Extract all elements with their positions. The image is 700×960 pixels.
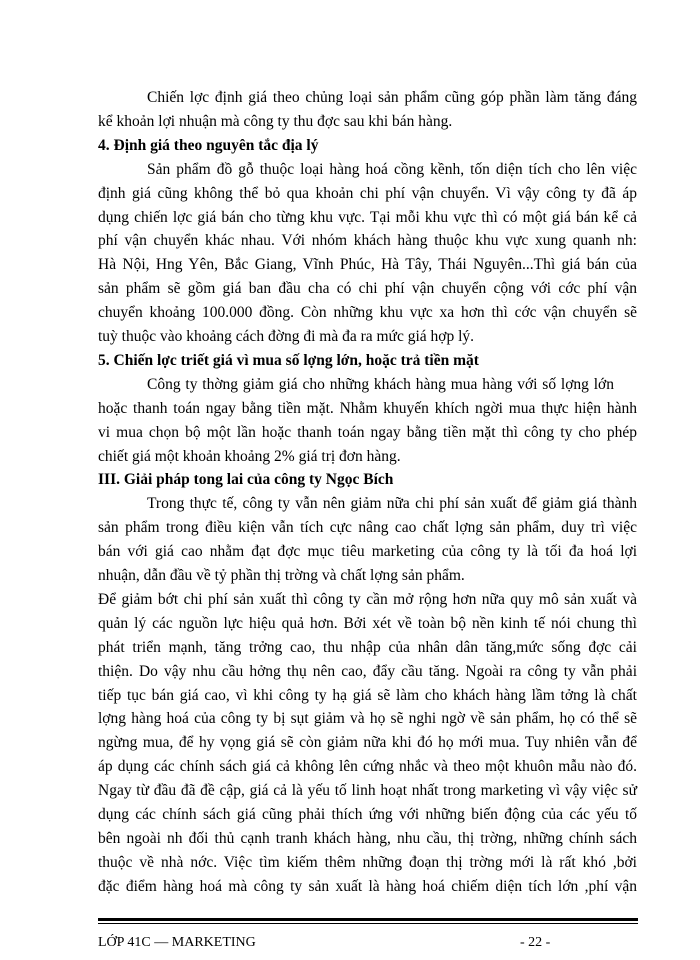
text-line: Hà Nội, Hng Yên, Bắc Giang, Vĩnh Phúc, Hà Tây, Thái Nguyên...Thì giá bán của [98,256,637,273]
text-line: chuyển khoảng 100.000 đồng. Còn những khu vực xa hơn thì cớc vận chuyển sẽ [98,304,637,321]
text-line: áp dụng các chính sách giá cả không lên cứng nhắc và theo một khuôn mẫu nào đó. [98,758,637,775]
text-line: dụng chiến lợc giá bán cho từng khu vực. Tại mỗi khu vực thì có một giá bán kể cả [98,209,637,226]
text-line: nhuận, dẫn đầu về tỷ phần thị trờng và chất lợng sản phẩm. [98,567,465,584]
text-line: chiết giá một khoản khoảng 2% giá trị đơn hàng. [98,448,401,465]
section-heading: 4. Định giá theo nguyên tắc địa lý [98,137,319,154]
text-line: sản phẩm sẽ gồm giá ban đầu cha có chi phí vận chuyển cộng với cớc phí vận [98,280,637,297]
text-line: định giá cũng không thể bỏ qua khoản chi phí vận chuyển. Vì vậy công ty đã áp [98,185,637,202]
section-heading: III. Giải pháp tong lai của công ty Ngọc Bích [98,471,394,488]
text-line: ngừng mua, để hy vọng giá sẽ còn giảm nữa khi đó họ mới mua. Tuy nhiên vẫn để [98,734,637,751]
text-line: Công ty thờng giảm giá cho những khách hàng mua hàng với số lợng lớn [147,376,614,393]
text-line: dụng các chính sách giá cũng phải thích ứng với những biến động của các yếu tố [98,806,637,823]
section-heading: 5. Chiến lợc triết giá vì mua số lợng lớn, hoặc trả tiền mặt [98,352,479,369]
text-line: tuỳ thuộc vào khoảng cách đờng đi mà đa ra mức giá hợp lý. [98,328,475,345]
text-line: vi mua chọn bộ một lần hoặc thanh toán ngay bằng tiền mặt thì công ty cho phép [98,424,637,441]
text-line: đặc điểm hàng hoá mà công ty sản xuất là hàng hoá chiếm diện tích lớn ,phí vận [98,878,637,895]
text-line: lợng hàng hoá của công ty bị sụt giảm và họ sẽ nghi ngờ về sản phẩm, họ có thể sẽ [98,710,637,727]
text-line: thuộc về nhà nớc. Việc tìm kiếm thêm những đoạn thị trờng mới là rất khó ,bởi [98,854,637,871]
text-line: bên ngoài nh đối thủ cạnh tranh khách hàng, nhu cầu, thị trờng, những chính sách [98,830,637,847]
text-line: phát triển mạnh, tăng trởng cao, thu nhập của nhân dân tăng,mức sống đợc cải [98,639,637,656]
text-line: quản lý các nguồn lực hiệu quả hơn. Bởi xét về toàn bộ nền kinh tế nói chung thì [98,615,637,632]
text-line: sản phẩm trong điều kiện vẫn tích cực nâng cao chất lợng sản phẩm, duy trì việc [98,519,637,536]
text-line: thiện. Do vậy nhu cầu hởng thụ nên cao, đẩy cầu tăng. Ngoài ra công ty vẫn phải [98,663,637,680]
text-line: hoặc thanh toán ngay bằng tiền mặt. Nhằm khuyến khích ngời mua thực hiện hành [98,400,637,417]
text-line: Trong thực tế, công ty vẫn nên giảm nữa chi phí sản xuất để giảm giá thành [147,495,637,512]
footer-class-label: LỚP 41C — MARKETING [98,935,256,950]
footer-rule [98,918,638,921]
text-line: tiếp tục bán giá cao, vì khi công ty hạ giá sẽ làm cho khách hàng lầm tởng là chất [98,687,637,704]
footer-rule-thin [98,923,638,924]
text-line: Sản phẩm đồ gỗ thuộc loại hàng hoá cồng kềnh, tốn diện tích cho lên việc [147,161,637,178]
text-line: Chiến lợc định giá theo chủng loại sản phẩm cũng góp phần làm tăng đáng [147,89,637,106]
page-number: - 22 - [520,935,551,950]
text-line: Để giảm bớt chi phí sản xuất thì công ty cần mở rộng hơn nữa quy mô sản xuất và [98,591,637,608]
text-line: kể khoản lợi nhuận mà công ty thu đợc sau khi bán hàng. [98,113,453,130]
text-line: bán với giá cao nhằm đạt đợc mục tiêu marketing của công ty là tối đa hoá lợi [98,543,637,560]
text-line: Ngay từ đầu đã đề cập, giá cả là yếu tố linh hoạt nhất trong marketing vì vậy việc sử [98,782,637,799]
text-line: phí vận chuyển khác nhau. Với nhóm khách hàng thuộc khu vực xung quanh nh: [98,232,637,249]
